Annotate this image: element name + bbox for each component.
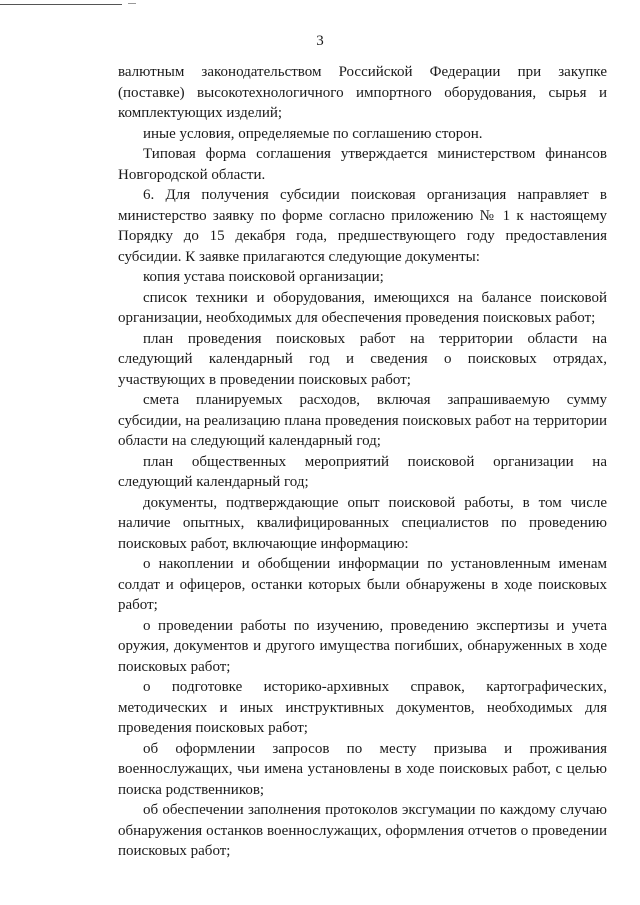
top-rule-mark [128,3,136,4]
paragraph-item-6: 6. Для получения субсидии поисковая организация направляет в министерство заявку по форме согласно приложению № 1 к настоящему Порядку до 15 декабря года, предшествующего году предоставления субсидии. К заявке прилагаются следующие документы: [118,187,607,265]
list-item-cost-estimate: смета планируемых расходов, включая запрашиваемую сумму субсидии, на реализацию плана проведения поисковых работ на территории области на следующий календарный год; [118,392,607,449]
top-rule [0,4,122,5]
page-number: 3 [316,33,324,49]
list-item-search-plan: план проведения поисковых работ на территории области на следующий календарный год и сведения о поисковых отрядах, участвующих в проведении поисковых работ; [118,330,607,388]
list-item-public-events-plan: план общественных мероприятий поисковой организации на следующий календарный год; [118,453,607,490]
paragraph-other-conditions: иные условия, определяемые по соглашению сторон. [143,125,483,142]
sub-item-requests: об оформлении запросов по месту призыва и проживания военнослужащих, чьи имена установлены в ходе поисковых работ, с целью поиска родственников; [118,740,607,798]
sub-item-archival-references: о подготовке историко-архивных справок, картографических, методических и иных инструктивных документов, необходимых для проведения поисковых работ; [118,679,607,736]
sub-item-exhumation-protocols: об обеспечении заполнения протоколов эксгумации по каждому случаю обнаружения останков военнослужащих, оформления отчетов о проведении поисковых работ; [118,802,607,859]
paragraph-standard-form: Типовая форма соглашения утверждается министерством финансов Новгородской области. [118,146,607,183]
list-item-charter-copy: копия устава поисковой организации; [143,269,384,285]
list-item-equipment-list: список техники и оборудования, имеющихся на балансе поисковой организации, необходимых для обеспечения проведения поисковых работ; [118,289,607,326]
paragraph-currency-law: валютным законодательством Российской Федерации при закупке (поставке) высокотехнологичного импортного оборудования, сырья и комплектующих изделий; [118,64,607,121]
list-item-experience-documents: документы, подтверждающие опыт поисковой работы, в том числе наличие опытных, квалифицированных специалистов по проведению поисковых работ, включающие информацию: [118,494,607,552]
document-body [118,62,607,862]
sub-item-names-accumulation: о накоплении и обобщении информации по установленным именам солдат и офицеров, останки которых были обнаружены в ходе поисковых работ; [118,556,607,613]
sub-item-expertise-work: о проведении работы по изучению, проведению экспертизы и учета оружия, документов и другого имущества погибших, обнаруженных в ходе поисковых работ; [118,617,607,675]
